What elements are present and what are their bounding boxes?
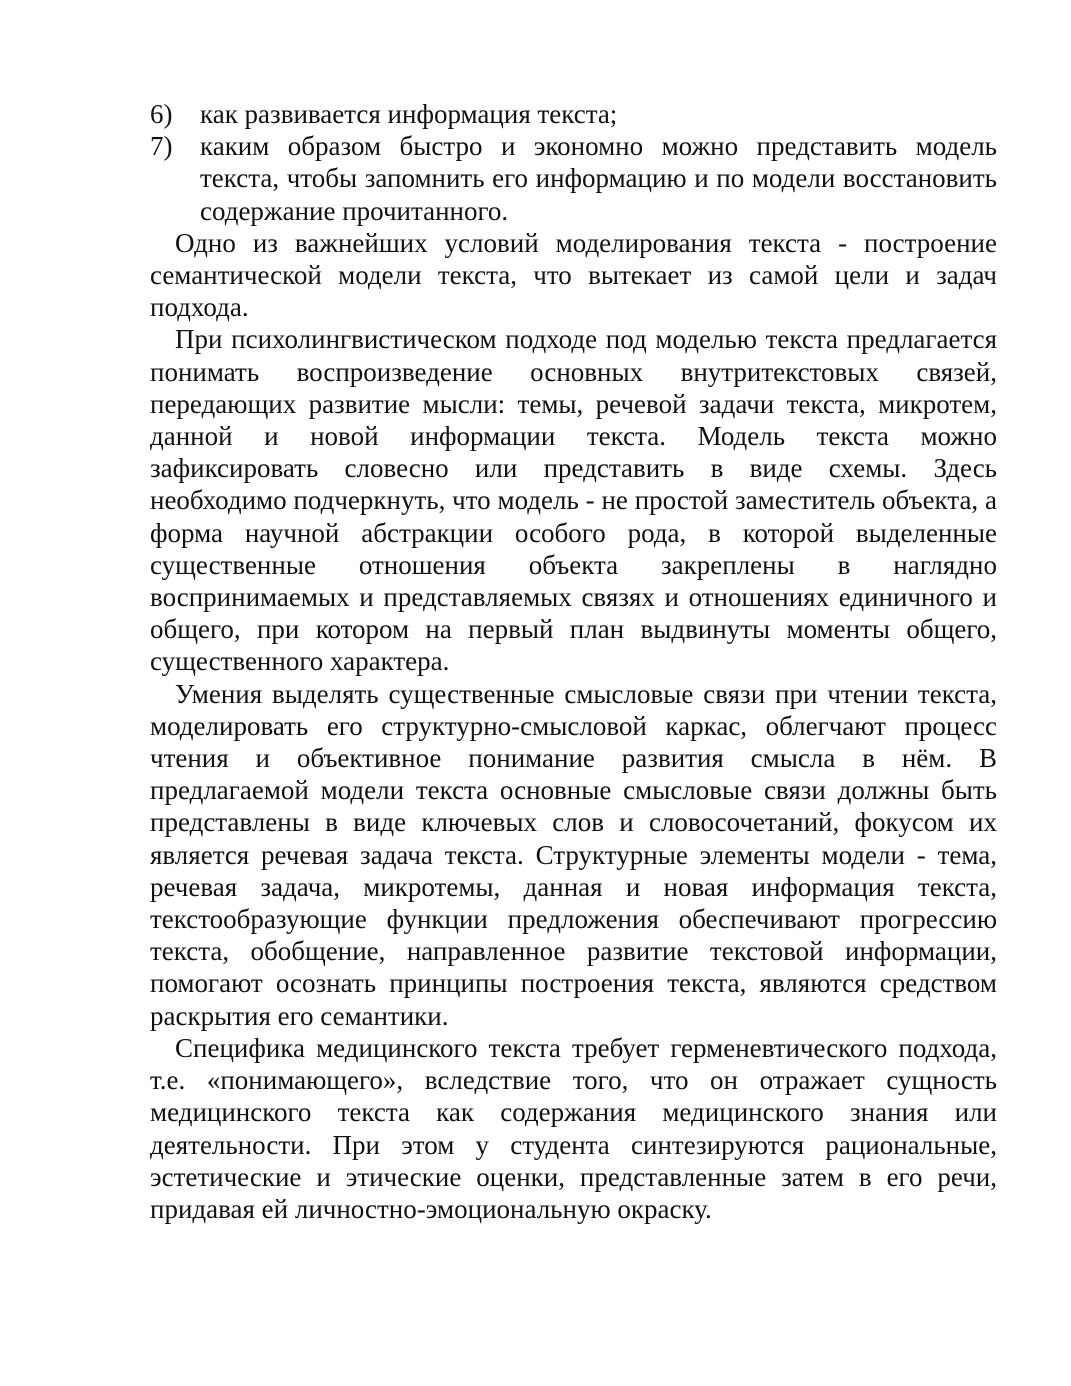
list-item-number: 7) <box>150 131 173 162</box>
paragraph: Специфика медицинского текста требует герменевтического подхода, т.е. «понимающего», вследствие того, что он отражает сущность медицинского текста как содержания медицинского знания или деятельности. При этом у студента синтезируются рациональные, эстетические и этические оценки, представленные затем в его речи, придавая ей личностно-эмоциональную окраску. <box>150 1032 997 1224</box>
paragraph: Одно из важнейших условий моделирования текста - построение семантической модели текста, что вытекает из самой цели и задач подхода. <box>150 227 997 323</box>
list-item <box>150 98 997 130</box>
list-item-text: каким образом быстро и экономно можно представить модель текста, чтобы запомнить его информацию и по модели восстановить содержание прочитанного. <box>200 131 997 226</box>
list-item-number: 6) <box>150 99 173 129</box>
document-page <box>150 98 997 1225</box>
list-item-text: как развивается информация текста; <box>200 99 618 129</box>
paragraph: При психолингвистическом подходе под моделью текста предлагается понимать воспроизведение основных внутритекстовых связей, передающих развитие мысли: темы, речевой задачи текста, микротем, данной и новой информации текста. Модель текста можно зафиксировать словесно или представить в виде схемы. Здесь необходимо подчеркнуть, что модель - не простой заместитель объекта, а форма научной абстракции особого рода, в которой выделенные существенные отношения объекта закреплены в наглядно воспринимаемых и представляемых связях и отношениях единичного и общего, при котором на первый план выдвинуты моменты общего, существенного характера. <box>150 324 997 677</box>
list-item <box>150 130 997 227</box>
paragraph: Умения выделять существенные смысловые связи при чтении текста, моделировать его структурно-смысловой каркас, облегчают процесс чтения и объективное понимание развития смысла в нём. В предлагаемой модели текста основные смысловые связи должны быть представлены в виде ключевых слов и словосочетаний, фокусом их является речевая задача текста. Структурные элементы модели - тема, речевая задача, микротемы, данная и новая информация текста, текстообразующие функции предложения обеспечивают прогрессию текста, обобщение, направленное развитие текстовой информации, помогают осознать принципы построения текста, являются средством раскрытия его семантики. <box>150 678 997 1031</box>
numbered-list <box>150 98 997 227</box>
